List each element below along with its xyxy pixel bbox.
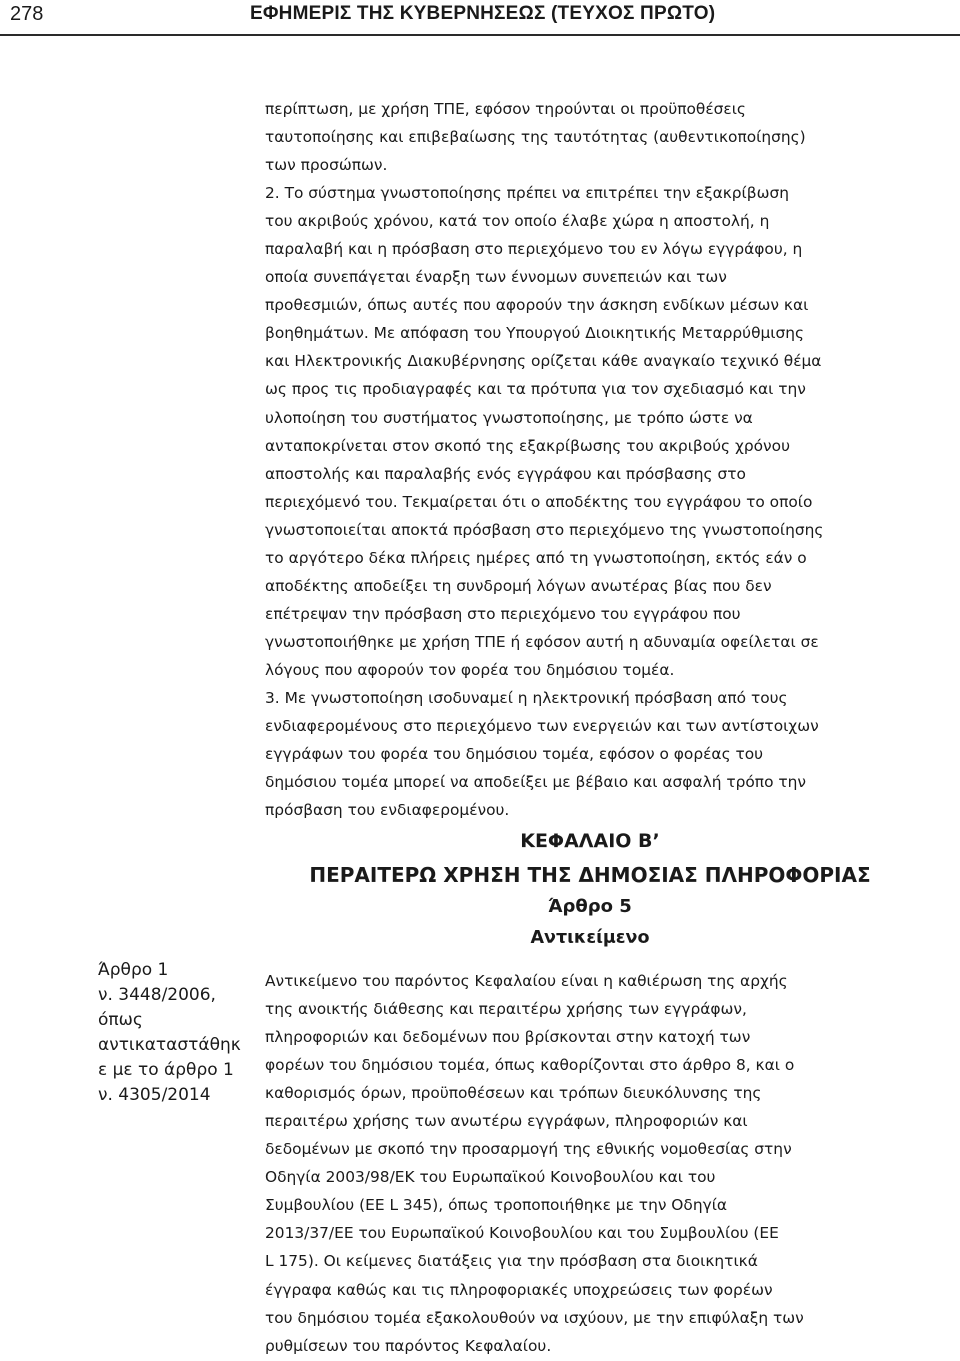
text-line: αποδέκτης αποδείξει τη συνδρομή λόγων ανωτέρας βίας που δεν	[265, 576, 772, 595]
chapter-title: ΠΕΡΑΙΤΕΡΩ ΧΡΗΣΗ ΤΗΣ ΔΗΜΟΣΙΑΣ ΠΛΗΡΟΦΟΡΙΑΣ	[309, 863, 871, 887]
margin-note-line: όπως	[98, 1010, 143, 1030]
text-line: 3. Με γνωστοποίηση ισοδυναμεί η ηλεκτρονική πρόσβαση από τους	[265, 688, 788, 707]
text-line: λόγους που αφορούν τον φορέα του δημόσιου τομέα.	[265, 660, 675, 679]
text-line: έγγραφα καθώς και τις πληροφοριακές υποχρεώσεις των φορέων	[265, 1280, 773, 1299]
margin-note-line: ν. 3448/2006,	[98, 985, 216, 1005]
text-line: υλοποίηση του συστήματος γνωστοποίησης, με τρόπο ώστε να	[265, 408, 753, 427]
text-line: εγγράφων του φορέα του δημόσιου τομέα, εφόσον ο φορέας του	[265, 745, 764, 764]
text-line: 2. Το σύστημα γνωστοποίησης πρέπει να επιτρέπει την εξακρίβωση	[265, 184, 789, 203]
chapter-heading: ΚΕΦΑΛΑΙΟ Β’	[520, 830, 660, 852]
text-line: της ανοικτής διάθεσης και περαιτέρω χρήσης των εγγράφων,	[265, 1000, 747, 1019]
margin-note	[98, 958, 248, 1108]
text-line: περίπτωση, με χρήση ΤΠΕ, εφόσον τηρούνται οι προϋποθέσεις	[265, 100, 746, 118]
text-line: και Ηλεκτρονικής Διακυβέρνησης ορίζεται κάθε αναγκαίο τεχνικό θέμα	[265, 352, 822, 371]
text-line: επέτρεψαν την πρόσβαση στο περιεχόμενο του εγγράφου που	[265, 604, 741, 623]
text-line: Αντικείμενο του παρόντος Κεφαλαίου είναι η καθιέρωση της αρχής	[265, 972, 788, 990]
text-line: του δημόσιου τομέα εξακολουθούν να ισχύουν, με την επιφύλαξη των	[265, 1308, 804, 1327]
text-line: των προσώπων.	[265, 156, 388, 175]
margin-note-line: αντικαταστάθηκ	[98, 1035, 241, 1055]
text-line: ρυθμίσεων του παρόντος Κεφαλαίου.	[265, 1336, 552, 1355]
text-line: ενδιαφερομένους στο περιεχόμενο των ενεργειών και των αντίστοιχων	[265, 717, 819, 736]
margin-note-line: ν. 4305/2014	[98, 1085, 211, 1105]
text-line: περιεχόμενό του. Τεκμαίρεται ότι ο αποδέκτης του εγγράφου το οποίο	[265, 492, 813, 511]
text-line: το αργότερο δέκα πλήρεις ημέρες από τη γνωστοποίηση, εκτός εάν ο	[265, 548, 807, 567]
text-line: Συμβουλίου (ΕΕ L 345), όπως τροποποιήθηκε με την Οδηγία	[265, 1196, 728, 1215]
text-line: πρόσβαση του ενδιαφερομένου.	[265, 801, 510, 820]
text-line: φορέων του δημόσιου τομέα, όπως καθορίζονται στο άρθρο 8, και ο	[265, 1056, 795, 1075]
body-text-upper	[265, 95, 915, 824]
article-number: Άρθρο 5	[548, 896, 632, 917]
text-line: καθορισμός όρων, προϋποθέσεων και τρόπων διευκόλυνσης της	[265, 1084, 762, 1103]
text-line: παραλαβή και η πρόσβαση στο περιεχόμενο του εν λόγω εγγράφου, η	[265, 240, 803, 259]
page-header	[0, 0, 960, 36]
article-title: Αντικείμενο	[530, 928, 650, 948]
text-line: L 175). Οι κείμενες διατάξεις για την πρόσβαση στα διοικητικά	[265, 1252, 758, 1271]
text-line: Οδηγία 2003/98/ΕΚ του Ευρωπαϊκού Κοινοβουλίου και του	[265, 1168, 716, 1187]
text-line: του ακριβούς χρόνου, κατά τον οποίο έλαβε χώρα η αποστολή, η	[265, 212, 770, 231]
text-line: προθεσμιών, όπως αυτές που αφορούν την άσκηση ενδίκων μέσων και	[265, 296, 809, 315]
text-line: δημόσιου τομέα μπορεί να αποδείξει με βέβαιο και ασφαλή τρόπο την	[265, 773, 806, 792]
text-line: ως προς τις προδιαγραφές και τα πρότυπα για τον σχεδιασμό και την	[265, 380, 806, 399]
text-line: βοηθημάτων. Με απόφαση του Υπουργού Διοικητικής Μεταρρύθμισης	[265, 324, 805, 343]
body-text-lower	[265, 967, 915, 1360]
text-line: ανταποκρίνεται στον σκοπό της εξακρίβωσης του ακριβούς χρόνου	[265, 436, 790, 455]
text-line: οποία συνεπάγεται έναρξη των έννομων συνεπειών και των	[265, 268, 727, 287]
running-title: ΕΦΗΜΕΡΙΣ ΤΗΣ ΚΥΒΕΡΝΗΣΕΩΣ (ΤΕΥΧΟΣ ΠΡΩΤΟ)	[250, 3, 716, 24]
text-line: περαιτέρω χρήσης των ανωτέρω εγγράφων, πληροφοριών και	[265, 1112, 748, 1131]
text-line: 2013/37/ΕΕ του Ευρωπαϊκού Κοινοβουλίου και του Συμβουλίου (ΕΕ	[265, 1224, 779, 1243]
text-line: γνωστοποιήθηκε με χρήση ΤΠΕ ή εφόσον αυτή η αδυναμία οφείλεται σε	[265, 632, 819, 651]
margin-note-line: ε με το άρθρο 1	[98, 1060, 234, 1080]
text-line: ταυτοποίησης και επιβεβαίωσης της ταυτότητας (αυθεντικοποίησης)	[265, 128, 806, 147]
text-line: γνωστοποιείται αποκτά πρόσβαση στο περιεχόμενο της γνωστοποίησης	[265, 520, 824, 539]
page-number: 278	[10, 3, 44, 25]
text-line: αποστολής και παραλαβής ενός εγγράφου και πρόσβασης στο	[265, 464, 746, 483]
text-line: πληροφοριών και δεδομένων που βρίσκονται στην κατοχή των	[265, 1028, 751, 1047]
text-line: δεδομένων με σκοπό την προσαρμογή της εθνικής νομοθεσίας στην	[265, 1140, 792, 1159]
margin-note-line: Άρθρο 1	[98, 960, 169, 980]
